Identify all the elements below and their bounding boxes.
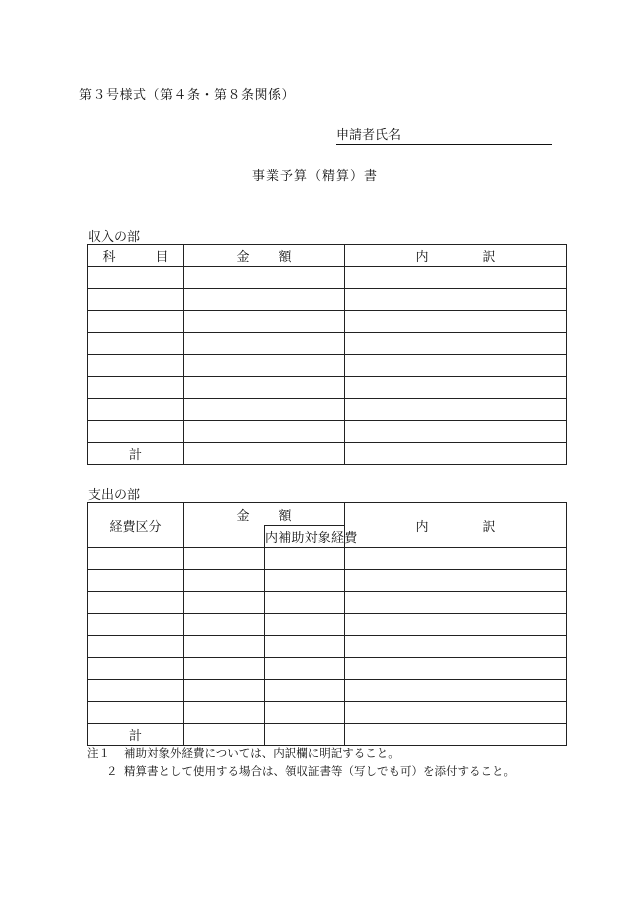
expense-row xyxy=(88,548,567,570)
expense-header-amount-char2: 額 xyxy=(278,508,292,524)
expense-breakdown-cell[interactable] xyxy=(345,614,567,636)
expense-breakdown-cell[interactable] xyxy=(345,592,567,614)
note-number: 注１ xyxy=(87,746,110,760)
expense-subsidy-cell[interactable] xyxy=(265,702,345,724)
expense-row xyxy=(88,658,567,680)
income-header-breakdown xyxy=(345,245,567,267)
expense-header-breakdown xyxy=(345,503,567,548)
income-header-amount-char1: 金 xyxy=(236,250,250,265)
expense-header-subsidy: 内補助対象経費 xyxy=(265,526,345,548)
income-item-cell[interactable] xyxy=(88,333,184,355)
expense-category-cell[interactable] xyxy=(88,592,184,614)
form-number: 第３号様式（第４条・第８条関係） xyxy=(79,88,296,103)
income-header-item-char2: 目 xyxy=(155,250,169,265)
note-number: ２ xyxy=(106,764,118,778)
income-total-row xyxy=(88,443,567,465)
expense-total-amount-cell[interactable] xyxy=(184,724,265,746)
expense-category-cell[interactable] xyxy=(88,570,184,592)
expense-header-category: 経費区分 xyxy=(88,503,184,548)
income-row xyxy=(88,377,567,399)
income-amount-cell[interactable] xyxy=(184,399,345,421)
expense-row xyxy=(88,592,567,614)
expense-subsidy-cell[interactable] xyxy=(265,548,345,570)
expense-amount-cell[interactable] xyxy=(184,636,265,658)
income-header-breakdown-char1: 内 xyxy=(415,250,429,265)
income-total-breakdown-cell[interactable] xyxy=(345,443,567,465)
income-header-amount-char2: 額 xyxy=(278,250,292,265)
expense-category-cell[interactable] xyxy=(88,680,184,702)
income-item-cell[interactable] xyxy=(88,355,184,377)
income-amount-cell[interactable] xyxy=(184,333,345,355)
income-breakdown-cell[interactable] xyxy=(345,333,567,355)
expense-row xyxy=(88,680,567,702)
expense-subsidy-cell[interactable] xyxy=(265,658,345,680)
expense-breakdown-cell[interactable] xyxy=(345,680,567,702)
applicant-name-field[interactable] xyxy=(336,124,552,145)
income-breakdown-cell[interactable] xyxy=(345,355,567,377)
income-breakdown-cell[interactable] xyxy=(345,421,567,443)
expense-header-amount-char1: 金 xyxy=(236,508,250,524)
note-item xyxy=(87,744,515,762)
expense-category-cell[interactable] xyxy=(88,614,184,636)
expense-amount-cell[interactable] xyxy=(184,702,265,724)
income-row xyxy=(88,333,567,355)
income-item-cell[interactable] xyxy=(88,421,184,443)
income-total-amount-cell[interactable] xyxy=(184,443,345,465)
income-row xyxy=(88,289,567,311)
income-row xyxy=(88,399,567,421)
expense-subsidy-cell[interactable] xyxy=(265,614,345,636)
expense-section-title: 支出の部 xyxy=(88,488,141,503)
income-section-title: 収入の部 xyxy=(88,230,141,245)
expense-subsidy-cell[interactable] xyxy=(265,592,345,614)
expense-total-subsidy-cell[interactable] xyxy=(265,724,345,746)
expense-breakdown-cell[interactable] xyxy=(345,658,567,680)
income-row xyxy=(88,311,567,333)
income-row xyxy=(88,421,567,443)
expense-row xyxy=(88,570,567,592)
expense-breakdown-cell[interactable] xyxy=(345,548,567,570)
income-item-cell[interactable] xyxy=(88,289,184,311)
income-header-amount xyxy=(184,245,345,267)
income-amount-cell[interactable] xyxy=(184,311,345,333)
expense-row xyxy=(88,636,567,658)
income-item-cell[interactable] xyxy=(88,267,184,289)
expense-subsidy-cell[interactable] xyxy=(265,636,345,658)
income-table xyxy=(87,244,567,465)
income-row xyxy=(88,355,567,377)
expense-category-cell[interactable] xyxy=(88,658,184,680)
income-breakdown-cell[interactable] xyxy=(345,311,567,333)
note-text: 精算書として使用する場合は、領収証書等（写しでも可）を添付すること。 xyxy=(124,764,515,778)
income-breakdown-cell[interactable] xyxy=(345,377,567,399)
expense-amount-cell[interactable] xyxy=(184,680,265,702)
expense-header-amount xyxy=(184,503,345,526)
expense-subsidy-cell[interactable] xyxy=(265,680,345,702)
expense-total-row xyxy=(88,724,567,746)
expense-category-cell[interactable] xyxy=(88,702,184,724)
income-amount-cell[interactable] xyxy=(184,377,345,399)
expense-header-row xyxy=(88,503,567,526)
expense-row xyxy=(88,702,567,724)
expense-amount-cell[interactable] xyxy=(184,658,265,680)
income-row xyxy=(88,267,567,289)
income-header-item-char1: 科 xyxy=(102,250,116,265)
income-item-cell[interactable] xyxy=(88,377,184,399)
document-title: 事業予算（精算）書 xyxy=(251,169,378,184)
expense-row xyxy=(88,614,567,636)
income-amount-cell[interactable] xyxy=(184,421,345,443)
expense-header-breakdown-char1: 内 xyxy=(415,519,429,535)
expense-breakdown-cell[interactable] xyxy=(345,636,567,658)
expense-category-cell[interactable] xyxy=(88,548,184,570)
note-item xyxy=(87,762,515,780)
income-amount-cell[interactable] xyxy=(184,289,345,311)
expense-table xyxy=(87,502,567,746)
expense-amount-cell[interactable] xyxy=(184,614,265,636)
expense-breakdown-cell[interactable] xyxy=(345,702,567,724)
note-text: 補助対象外経費については、内訳欄に明記すること。 xyxy=(124,746,400,760)
expense-total-label: 計 xyxy=(88,724,184,746)
expense-amount-cell[interactable] xyxy=(184,592,265,614)
income-item-cell[interactable] xyxy=(88,399,184,421)
income-breakdown-cell[interactable] xyxy=(345,289,567,311)
applicant-name-label: 申請者氏名 xyxy=(336,128,402,143)
expense-subsidy-cell[interactable] xyxy=(265,570,345,592)
income-amount-cell[interactable] xyxy=(184,355,345,377)
income-header-row xyxy=(88,245,567,267)
notes xyxy=(87,744,515,780)
expense-breakdown-cell[interactable] xyxy=(345,570,567,592)
expense-amount-cell[interactable] xyxy=(184,548,265,570)
income-header-breakdown-char2: 訳 xyxy=(482,250,496,265)
income-breakdown-cell[interactable] xyxy=(345,267,567,289)
income-amount-cell[interactable] xyxy=(184,267,345,289)
expense-amount-blank-sub xyxy=(184,526,265,548)
income-header-item xyxy=(88,245,184,267)
income-total-label: 計 xyxy=(88,443,184,465)
income-item-cell[interactable] xyxy=(88,311,184,333)
expense-amount-cell[interactable] xyxy=(184,570,265,592)
expense-total-breakdown-cell[interactable] xyxy=(345,724,567,746)
income-breakdown-cell[interactable] xyxy=(345,399,567,421)
expense-header-breakdown-char2: 訳 xyxy=(482,519,496,535)
expense-category-cell[interactable] xyxy=(88,636,184,658)
